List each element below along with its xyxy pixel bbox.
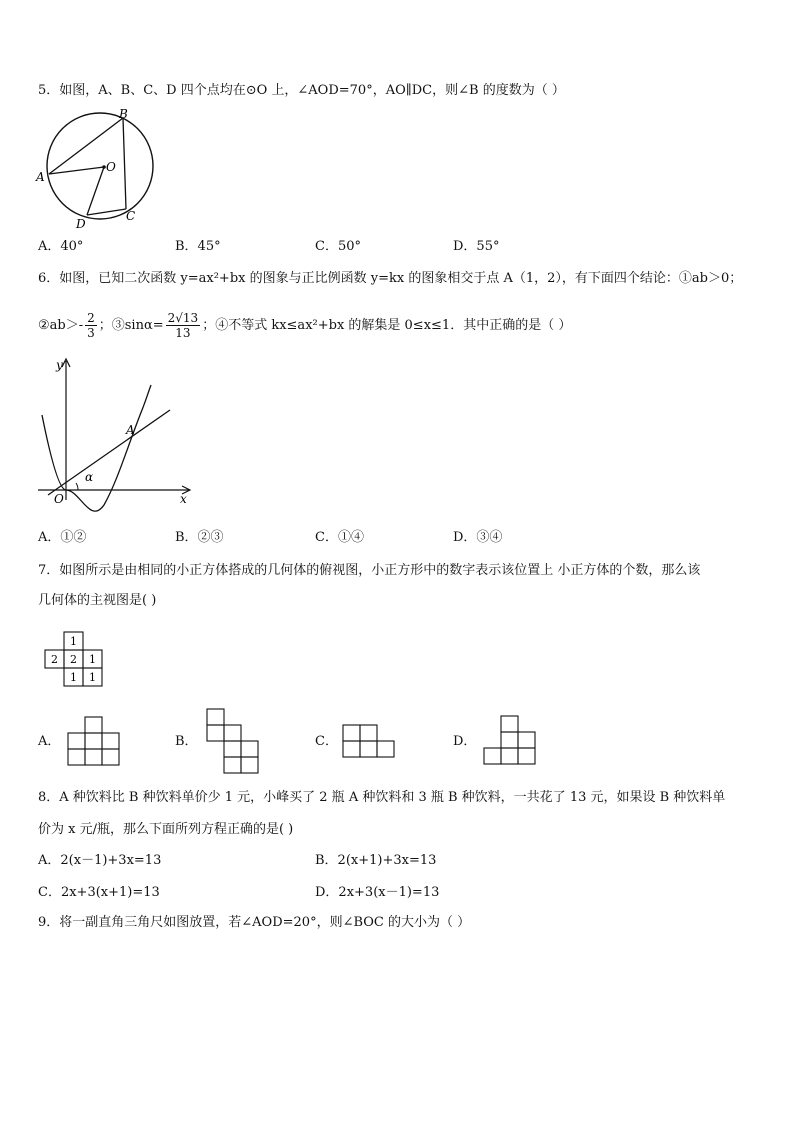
q7-option-b-figure[interactable] [206, 708, 264, 778]
q7-cell-r3c3: 1 [89, 671, 96, 684]
q6-option-d[interactable]: D．③④ [453, 530, 503, 545]
q6-fraction-two-thirds: $\frac{2}{3}$ [87, 311, 95, 340]
q6-label-y: y [56, 358, 63, 372]
q6-label-alpha: α [85, 470, 94, 484]
q8-stem-line1: 8．A 种饮料比 B 种饮料单价少 1 元，小峰买了 2 瓶 A 种饮料和 3 瓶 B 种饮料，一共花了 13 元，如果设 B 种饮料单 [38, 790, 726, 805]
q7-option-c-label[interactable]: C． [315, 734, 338, 749]
q5-stem: 5．如图，A、B、C、D 四个点均在⊙O 上，∠AOD=70°，AO∥DC，则∠B 的度数为（ ） [38, 83, 565, 98]
q6-option-c[interactable]: C．①④ [315, 530, 364, 545]
q6-fraction-sqrt13: $\frac{2√13}{13}$ [167, 311, 199, 340]
q5-label-a: A [36, 170, 45, 184]
q8-option-b[interactable]: B．2(x+1)+3x=13 [315, 853, 437, 868]
q7-cell-r2c1: 2 [51, 653, 58, 666]
q7-option-d-figure[interactable] [483, 715, 541, 769]
q6-option-b[interactable]: B．②③ [175, 530, 224, 545]
q7-option-a-label[interactable]: A． [38, 734, 61, 749]
q5-segment-od [87, 167, 104, 215]
q7-cell-r2c3: 1 [89, 653, 96, 666]
q7-option-b-label[interactable]: B． [175, 734, 198, 749]
q5-chord-dc [87, 209, 126, 215]
q6-label-o: O [54, 492, 64, 506]
q6-label-a: A [126, 423, 135, 437]
q7-option-d-label[interactable]: D． [453, 734, 477, 749]
q5-option-c[interactable]: C．50° [315, 239, 361, 254]
q7-option-c-figure[interactable] [342, 724, 400, 762]
q5-label-d: D [76, 217, 86, 231]
q8-option-c[interactable]: C．2x+3(x+1)=13 [38, 885, 160, 900]
q7-stem-line1: 7．如图所示是由相同的小正方体搭成的几何体的俯视图，小正方形中的数字表示该位置上 小正方体的个数，那么该 [38, 563, 701, 578]
q7-cell-r2c2: 2 [70, 653, 77, 666]
q6-graph-figure [34, 355, 199, 505]
q8-option-a[interactable]: A．2(x－1)+3x=13 [38, 853, 162, 868]
q5-chord-bc [123, 118, 126, 209]
q5-circle [47, 113, 153, 219]
q7-top-view-grid [44, 631, 106, 689]
q8-option-d[interactable]: D．2x+3(x－1)=13 [315, 885, 440, 900]
q5-label-b: B [119, 107, 128, 121]
q6-conclusion-2: ②ab＞- [38, 318, 84, 333]
q7-cell-r3c2: 1 [70, 671, 77, 684]
q6-conclusion-3: ；③sinα= [98, 318, 164, 333]
q5-label-o: O [106, 160, 116, 174]
q5-option-d[interactable]: D．55° [453, 239, 500, 254]
q7-option-a-figure[interactable] [67, 716, 123, 768]
q7-cell-r1c2: 1 [70, 635, 77, 648]
q6-conclusion-4: ；④不等式 kx≤ax²+bx 的解集是 0≤x≤1．其中正确的是（ ） [202, 318, 572, 333]
q5-option-a[interactable]: A．40° [38, 239, 84, 254]
q5-label-c: C [126, 209, 136, 223]
q8-stem-line2: 价为 x 元/瓶，那么下面所列方程正确的是( ) [38, 822, 294, 837]
q9-stem: 9．将一副直角三角尺如图放置，若∠AOD=20°，则∠BOC 的大小为（ ） [38, 915, 471, 930]
q6-angle-arc [76, 483, 78, 490]
q6-stem-line1: 6．如图，已知二次函数 y=ax²+bx 的图象与正比例函数 y=kx 的图象相交于点 A（1，2），有下面四个结论：①ab＞0； [38, 271, 743, 286]
q5-circle-figure [34, 108, 164, 234]
q6-option-a[interactable]: A．①② [38, 530, 87, 545]
q5-option-b[interactable]: B．45° [175, 239, 221, 254]
q6-label-x: x [180, 492, 187, 506]
q6-stem-line2 [38, 309, 571, 343]
q7-stem-line2: 几何体的主视图是( ) [38, 593, 157, 608]
